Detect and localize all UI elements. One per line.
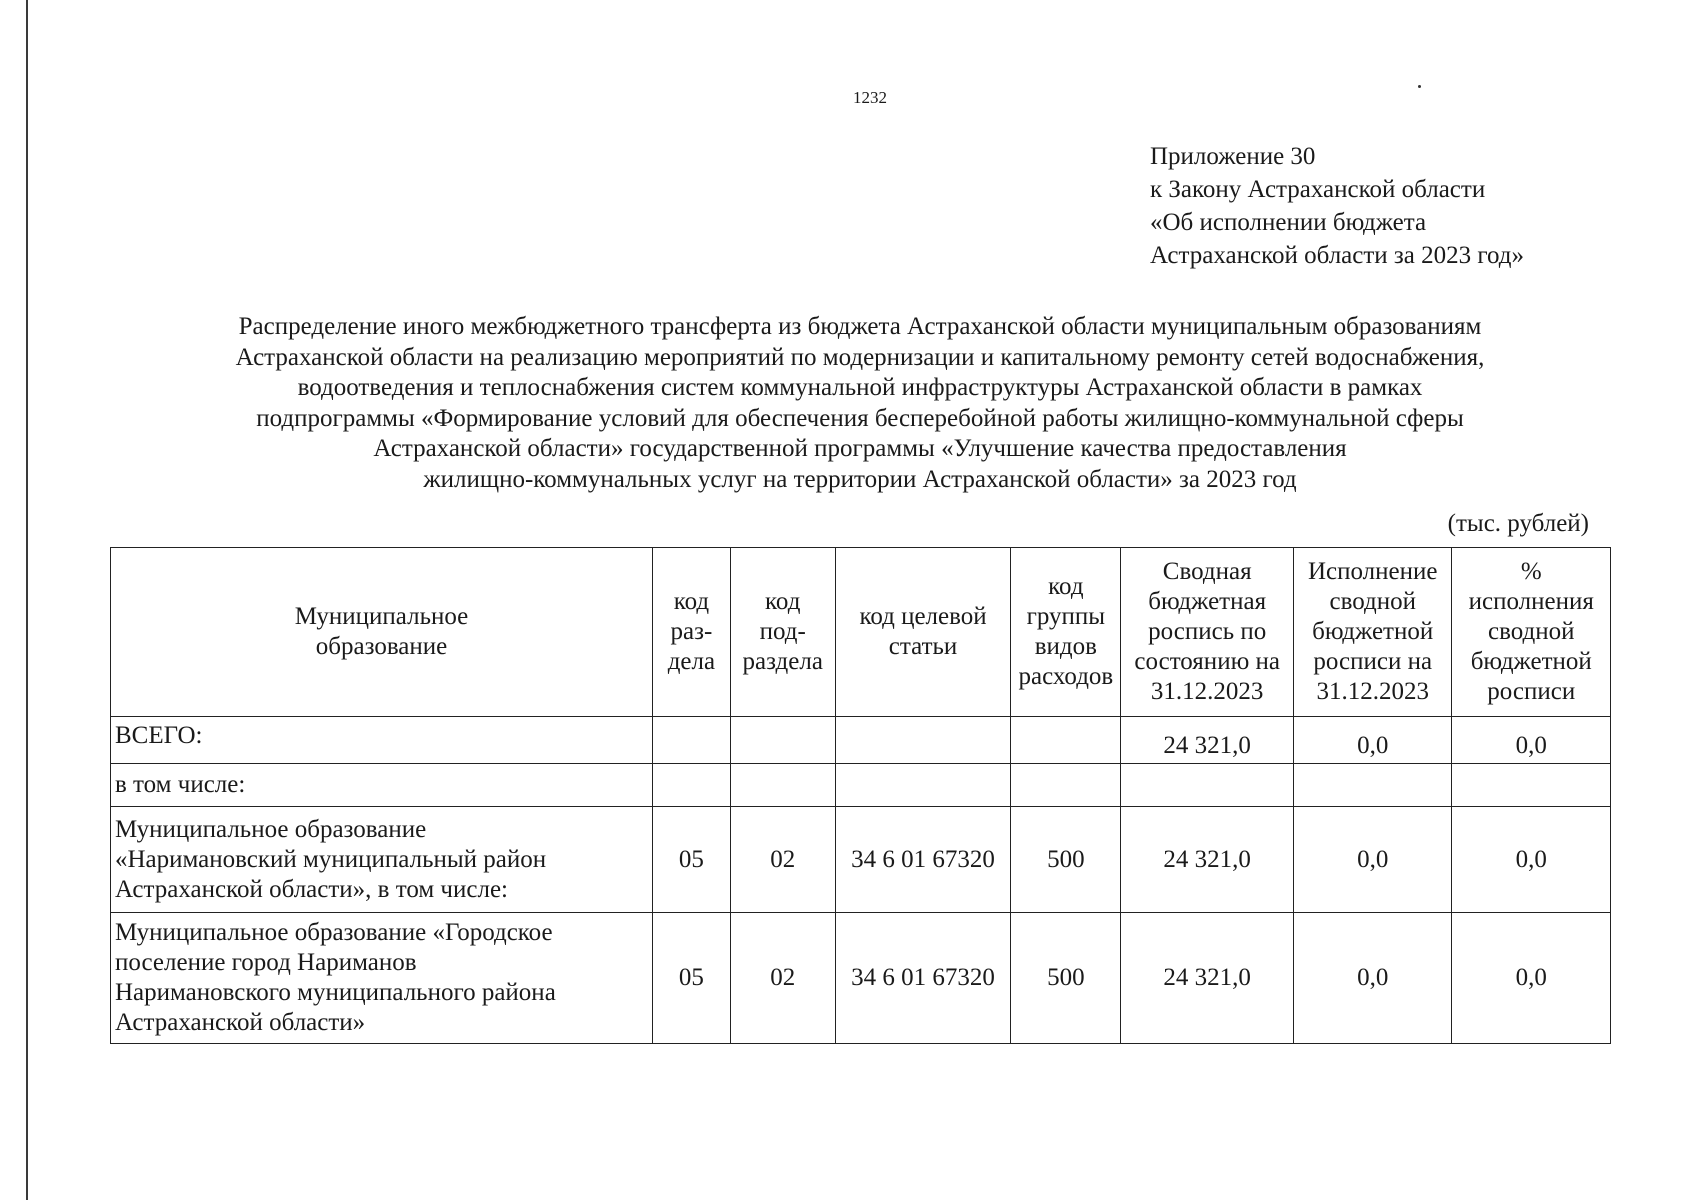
table-row-total	[111, 717, 1611, 764]
header-section-code: код раз- дела	[653, 548, 731, 717]
target-code: 34 6 01 67320	[835, 913, 1011, 1044]
table-header-row	[111, 548, 1611, 717]
page-number: 1232	[853, 88, 887, 107]
header-budget-plan: Сводная бюджетная роспись по состоянию на 31.12.2023	[1121, 548, 1294, 717]
budget-plan: 24 321,0	[1121, 807, 1294, 913]
expense-group: 500	[1011, 807, 1121, 913]
header-target-code: код целевой статьи	[835, 548, 1011, 717]
table-cell	[1121, 764, 1294, 807]
total-execution: 0,0	[1293, 717, 1451, 764]
execution-percent: 0,0	[1452, 807, 1611, 913]
municipality-name: Муниципальное образование «Наримановский муниципальный район Астраханской области», в том числе:	[111, 807, 653, 913]
table-cell	[730, 764, 835, 807]
title-line: водоотведения и теплоснабжения систем коммунальной инфраструктуры Астраханской области в рамках	[297, 374, 1423, 401]
scan-edge	[26, 0, 28, 1200]
header-execution-percent: % исполнения сводной бюджетной росписи	[1452, 548, 1611, 717]
units-label: (тыс. рублей)	[1447, 510, 1589, 537]
budget-plan: 24 321,0	[1121, 913, 1294, 1044]
target-code: 34 6 01 67320	[835, 807, 1011, 913]
table-cell	[1293, 764, 1451, 807]
total-percent: 0,0	[1452, 717, 1611, 764]
table-cell	[1011, 764, 1121, 807]
subsection-code: 02	[730, 913, 835, 1044]
appendix-line: Приложение 30	[1150, 143, 1316, 170]
document-title	[110, 312, 1610, 495]
table-cell	[1452, 764, 1611, 807]
table-cell	[835, 717, 1011, 764]
section-code: 05	[653, 807, 731, 913]
table-cell	[835, 764, 1011, 807]
including-label: в том числе:	[111, 764, 653, 807]
table-row	[111, 807, 1611, 913]
header-subsection-code: код под- раздела	[730, 548, 835, 717]
municipality-name: Муниципальное образование «Городское поселение город Нариманов Наримановского муниципального района Астраханской области»	[111, 913, 653, 1044]
execution-percent: 0,0	[1452, 913, 1611, 1044]
appendix-line: Астраханской области за 2023 год»	[1150, 242, 1525, 269]
appendix-line: «Об исполнении бюджета	[1150, 209, 1427, 236]
table-cell	[730, 717, 835, 764]
title-line: Астраханской области» государственной программы «Улучшение качества предоставления	[373, 435, 1347, 462]
table-row-including	[111, 764, 1611, 807]
total-label: ВСЕГО:	[111, 717, 653, 764]
header-expense-group: код группы видов расходов	[1011, 548, 1121, 717]
title-line: подпрограммы «Формирование условий для обеспечения бесперебойной работы жилищно-коммунальной сферы	[256, 404, 1464, 432]
table-cell	[1011, 717, 1121, 764]
title-line: Астраханской области на реализацию мероприятий по модернизации и капитальному ремонту сетей водоснабжения,	[235, 343, 1485, 371]
table-cell	[653, 764, 731, 807]
execution-value: 0,0	[1293, 913, 1451, 1044]
header-municipality: Муниципальное образование	[111, 548, 653, 717]
table-cell	[653, 717, 731, 764]
header-execution: Исполнение сводной бюджетной росписи на 31.12.2023	[1293, 548, 1451, 717]
title-line: жилищно-коммунальных услуг на территории Астраханской области» за 2023 год	[423, 465, 1297, 493]
total-plan: 24 321,0	[1121, 717, 1294, 764]
table-row	[111, 913, 1611, 1044]
appendix-block	[1150, 140, 1524, 272]
subsection-code: 02	[730, 807, 835, 913]
execution-value: 0,0	[1293, 807, 1451, 913]
expense-group: 500	[1011, 913, 1121, 1044]
title-line: Распределение иного межбюджетного трансферта из бюджета Астраханской области муниципальным образованиям	[238, 313, 1482, 340]
section-code: 05	[653, 913, 731, 1044]
appendix-line: к Закону Астраханской области	[1150, 176, 1486, 203]
budget-table	[110, 547, 1611, 1044]
